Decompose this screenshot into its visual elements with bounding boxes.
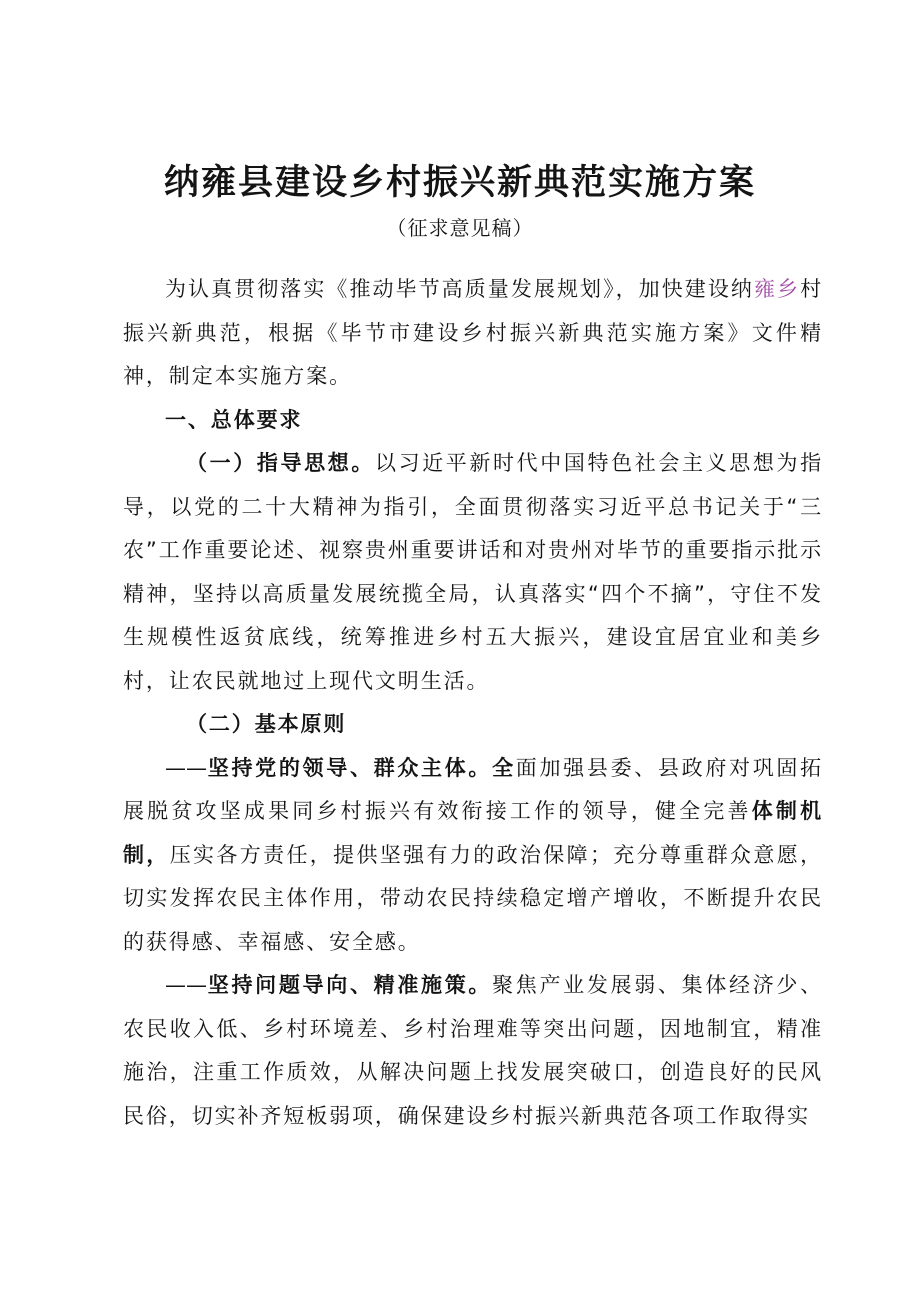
intro-highlight: 雍乡 [753,277,801,301]
principle-2-text: 聚焦产业发展弱、集体经济少、农民收入低、乡村环境差、乡村治理难等突出问题，因地制宜，精准施治，注重工作质效，从解决问题上找发展突破口，创造良好的民风民俗，切实补齐短板弱项，确保建设乡村振兴新典范各项工作取得实 [123,973,823,1128]
document-subtitle: （征求意见稿） [386,216,534,240]
principle-2-dash: —— [165,973,207,997]
guiding-thought-text: 以习近平新时代中国特色社会主义思想为指导，以党的二十大精神为指引，全面贯彻落实习近平总书记关于“三农”工作重要论述、视察贵州重要讲话和对贵州对毕节的重要指示批示精神，坚持以高质量发展统揽全局，认真落实“四个不摘”，守住不发生规模性返贫底线，统筹推进乡村五大振兴，建设宜居宜业和美乡村，让农民就地过上现代文明生活。 [123,451,823,693]
document-body [123,268,823,1138]
principle-1-paragraph [123,747,823,965]
guiding-thought-paragraph [123,442,823,703]
principle-1-dash: —— [165,755,207,780]
principle-2-paragraph [123,964,823,1138]
principle-1-label: 坚持党的领导、群众主体。全 [207,755,516,780]
basic-principles-heading: （二）基本原则 [186,712,347,736]
principle-1-text-b: 压实各方责任，提供坚强有力的政治保障；充分尊重群众意愿，切实发挥农民主体作用，带动农民持续稳定增产增收，不断提升农民的获得感、幸福感、安全感。 [123,842,823,954]
intro-paragraph [123,268,823,399]
section-heading: 一、总体要求 [165,407,303,432]
principle-1-text-a: 面加强县委、县政府对巩固拓展脱贫攻坚成果同乡村振兴有效衔接工作的领导，健全完善 [123,755,824,823]
document-title: 纳雍县建设乡村振兴新典范实施方案 [163,163,756,203]
guiding-thought-label: （一）指导思想。 [186,451,375,475]
principle-1-bold-term: 体制机制， [123,799,823,867]
intro-text-b: 村振兴新典范，根据《毕节市建设乡村振兴新典范实施方案》文件精神，制定本实施方案。 [123,277,823,388]
intro-text-a: 为认真贯彻落实《推动毕节高质量发展规划》，加快建设纳 [165,277,754,301]
principle-2-label: 坚持问题导向、精准施策。 [207,973,493,997]
